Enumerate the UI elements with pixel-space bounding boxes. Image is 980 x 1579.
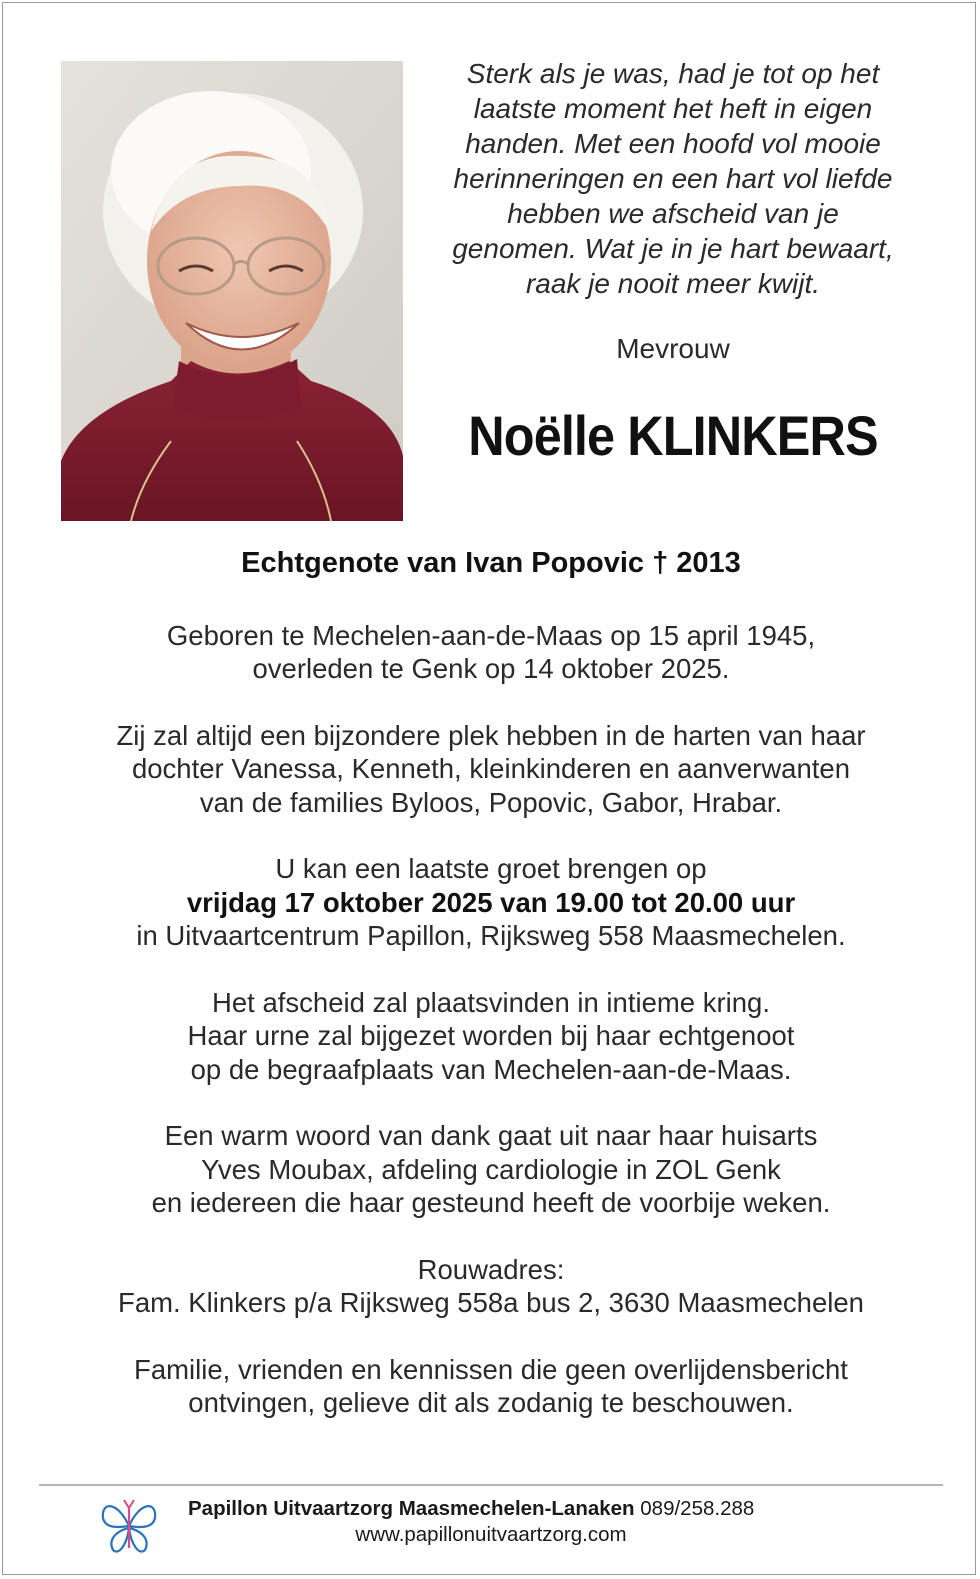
company-website[interactable]: www.papillonuitvaartzorg.com — [355, 1523, 627, 1546]
remembrance-block — [3, 719, 979, 820]
poem-line: raak je nooit meer kwijt. — [525, 268, 821, 299]
obituary-body — [3, 547, 979, 1453]
farewell-line: Het afscheid zal plaatsvinden in intieme kring. — [212, 986, 770, 1018]
footer-divider — [39, 1484, 943, 1486]
poem-line: laatste moment het heft in eigen — [473, 93, 873, 124]
farewell-line: op de begraafplaats van Mechelen-aan-de-Maas. — [190, 1053, 792, 1085]
visitation-intro: U kan een laatste groet brengen op — [275, 853, 707, 884]
birth-death-block — [3, 619, 979, 686]
birth-line: Geboren te Mechelen-aan-de-Maas op 15 april 1945, — [166, 619, 816, 651]
visitation-location: in Uitvaartcentrum Papillon, Rijksweg 558 Maasmechelen. — [136, 920, 846, 951]
address-block — [3, 1253, 979, 1320]
thanks-line: Yves Moubax, afdeling cardiologie in ZOL Genk — [201, 1153, 781, 1185]
death-line: overleden te Genk op 14 oktober 2025. — [252, 653, 730, 684]
footer-company — [188, 1497, 754, 1521]
visitation-datetime: vrijdag 17 oktober 2025 van 19.00 tot 20.00 uur — [186, 886, 796, 918]
notice-line: Familie, vrienden en kennissen die geen overlijdensbericht — [134, 1353, 848, 1385]
visitation-block — [3, 852, 979, 953]
butterfly-icon — [99, 1496, 159, 1558]
remembrance-line: Zij zal altijd een bijzondere plek hebben in de harten van haar — [116, 719, 866, 751]
poem-line: herinneringen en een hart vol liefde — [453, 163, 893, 194]
salutation: Mevrouw — [616, 333, 730, 364]
portrait-photo — [61, 61, 403, 521]
notice-line: ontvingen, gelieve dit als zodanig te beschouwen. — [188, 1387, 794, 1418]
address-value: Fam. Klinkers p/a Rijksweg 558a bus 2, 3630 Maasmechelen — [118, 1287, 864, 1318]
poem-line: Sterk als je was, had je tot op het — [466, 58, 880, 89]
remembrance-line: dochter Vanessa, Kenneth, kleinkinderen en aanverwanten — [131, 753, 851, 784]
company-phone: 089/258.288 — [640, 1497, 755, 1520]
thanks-block — [3, 1119, 979, 1220]
obituary-card — [2, 2, 976, 1575]
notice-block — [3, 1353, 979, 1420]
poem-line: handen. Met een hoofd vol mooie — [465, 128, 881, 159]
address-label: Rouwadres: — [417, 1253, 565, 1285]
remembrance-line: van de families Byloos, Popovic, Gabor, Hrabar. — [199, 786, 783, 818]
poem — [423, 56, 923, 301]
farewell-line: Haar urne zal bijgezet worden bij haar echtgenoot — [187, 1020, 795, 1051]
spouse-line: Echtgenote van Ivan Popovic † 2013 — [241, 547, 741, 579]
poem-line: hebben we afscheid van je — [507, 198, 839, 229]
deceased-name: Noëlle KLINKERS — [468, 404, 878, 467]
thanks-line: en iedereen die haar gesteund heeft de voorbije weken. — [151, 1187, 831, 1218]
thanks-line: Een warm woord van dank gaat uit naar haar huisarts — [164, 1120, 818, 1151]
company-name: Papillon Uitvaartzorg Maasmechelen-Lanaken — [188, 1497, 635, 1520]
farewell-block — [3, 986, 979, 1087]
poem-line: genomen. Wat je in je hart bewaart, — [452, 233, 894, 264]
